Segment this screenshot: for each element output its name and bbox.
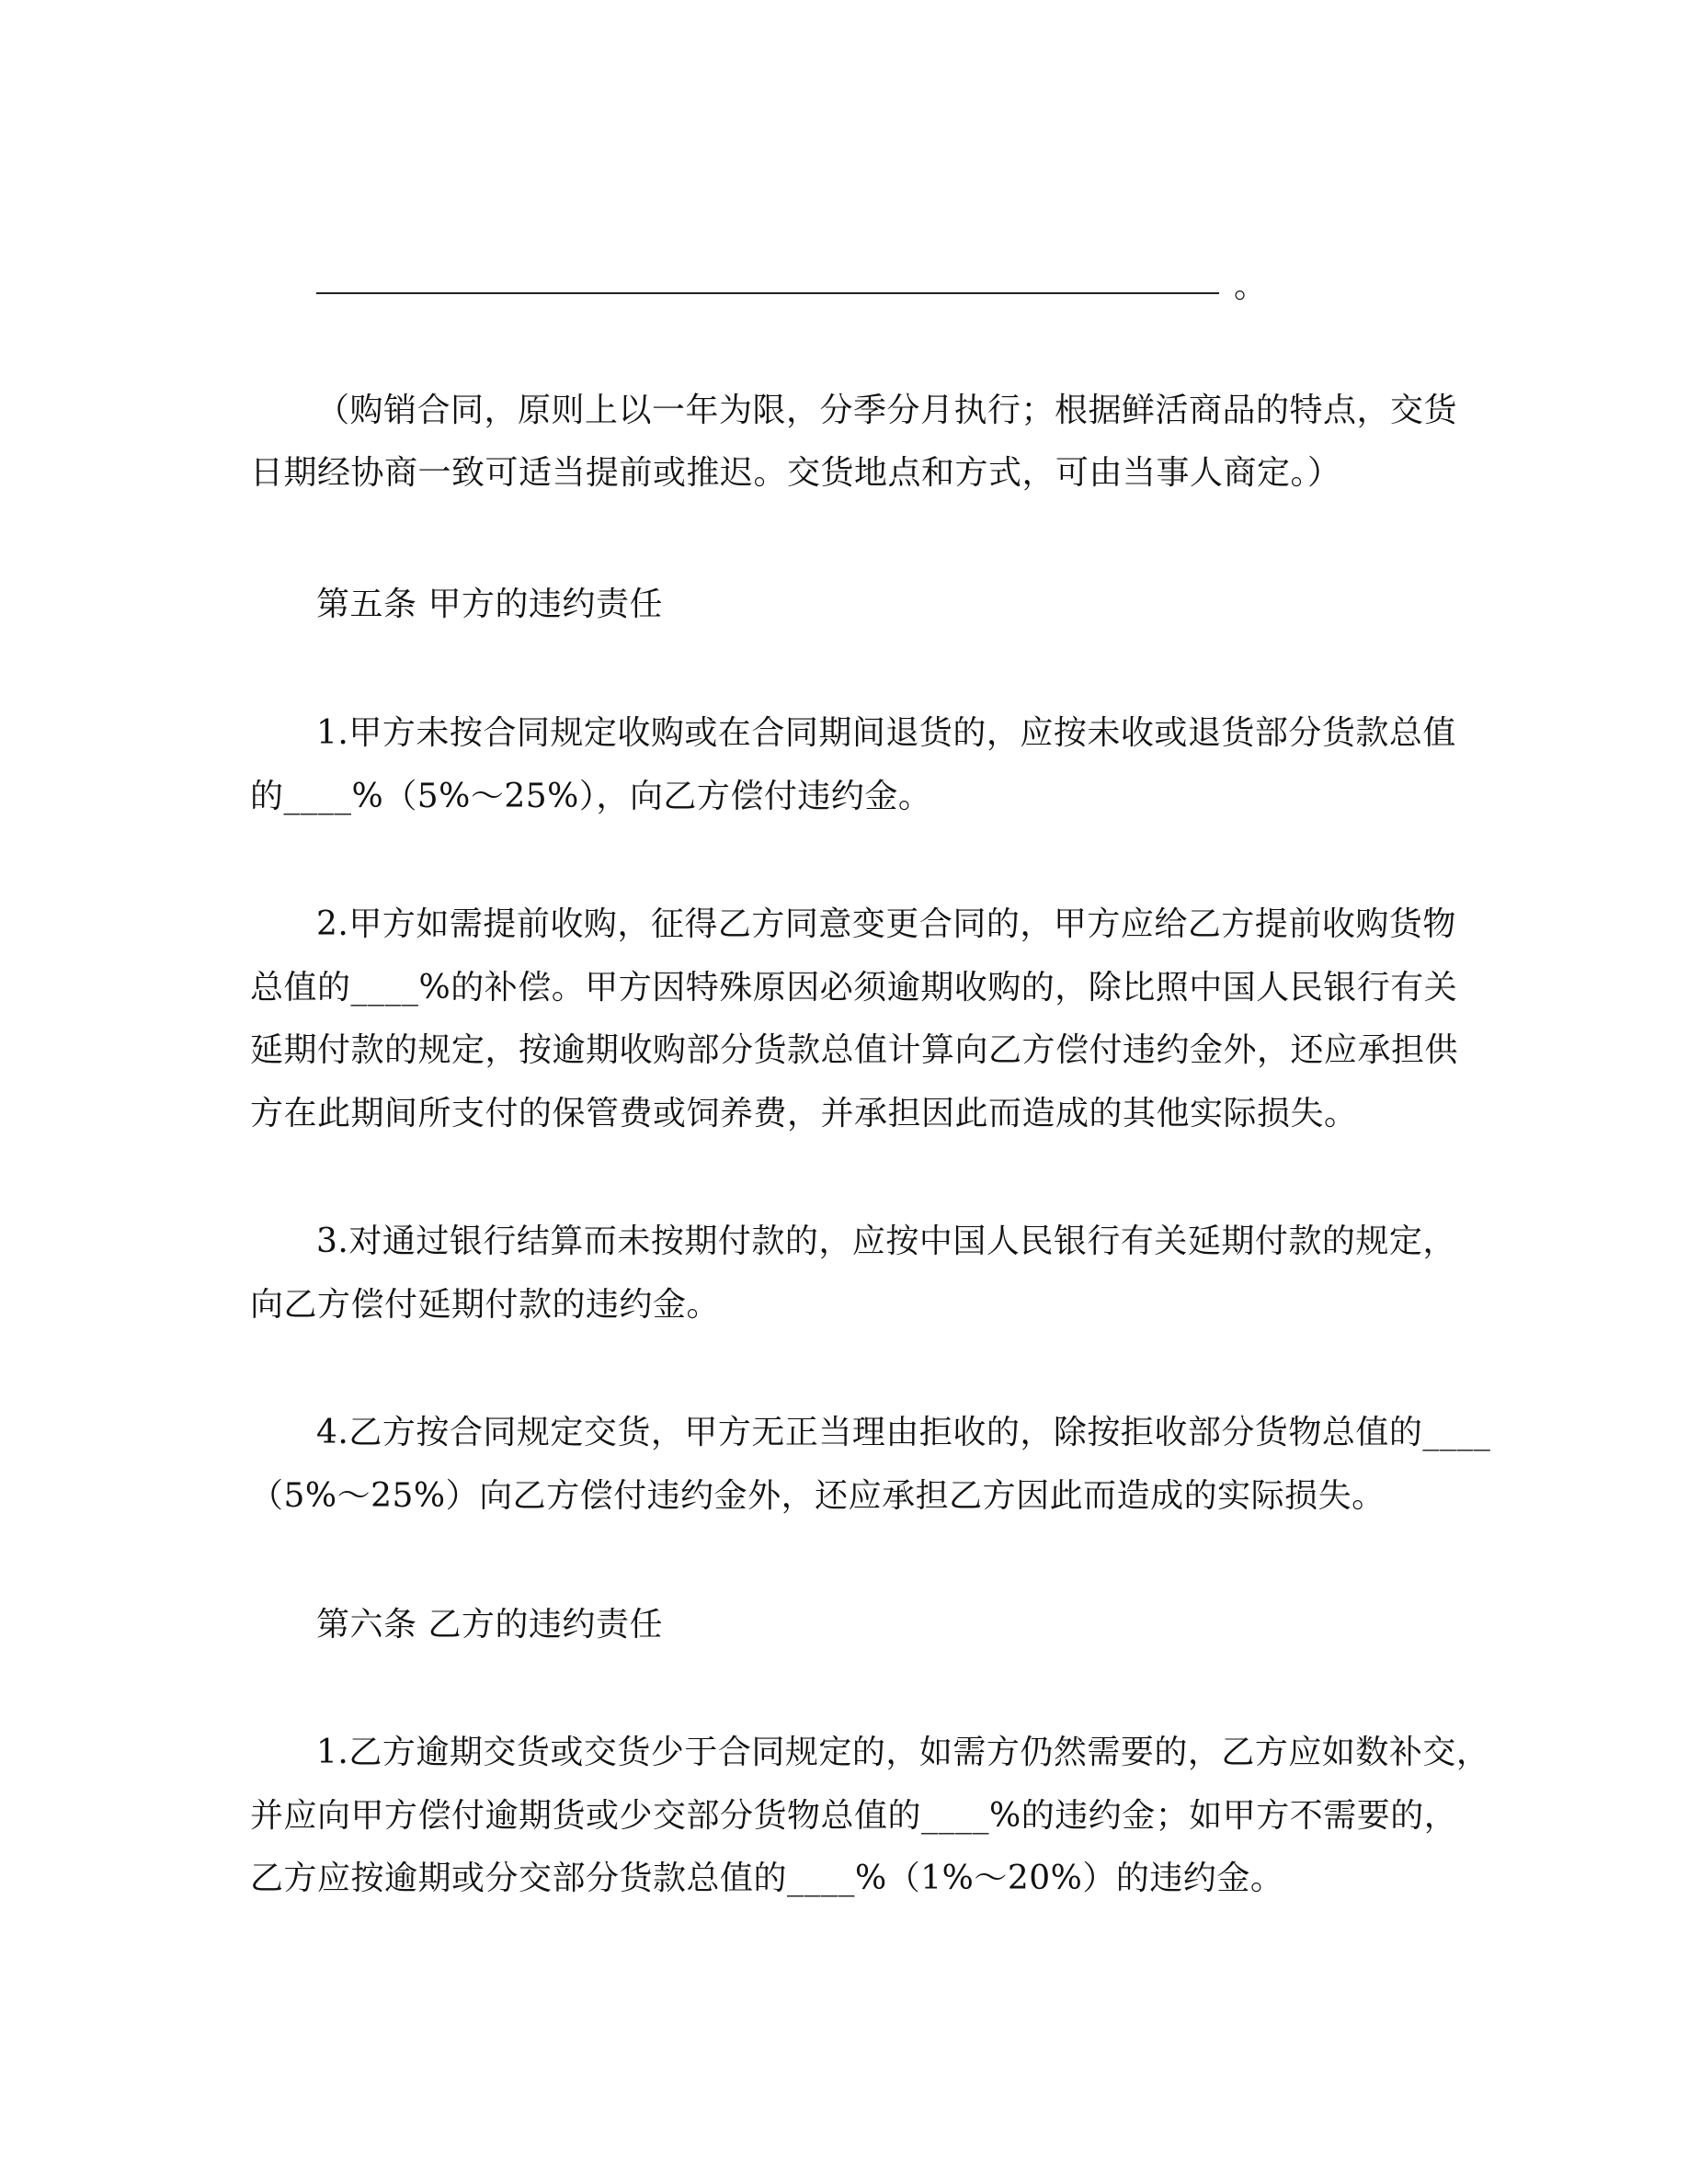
- article-5-clause-1-line-1: 1.甲方未按合同规定收购或在合同期间退货的，应按未收或退货部分货款总值: [316, 714, 1456, 752]
- article-5-clause-2-line-1: 2.甲方如需提前收购，征得乙方同意变更合同的，甲方应给乙方提前收购货物: [316, 905, 1456, 943]
- note-line-1: （购销合同，原则上以一年为限，分季分月执行；根据鲜活商品的特点，交货: [316, 392, 1458, 429]
- article-5-clause-2-line-4: 方在此期间所支付的保管费或饲养费，并承担因此而造成的其他实际损失。: [250, 1095, 1358, 1132]
- article-5-clause-3-line-2: 向乙方偿付延期付款的违约金。: [250, 1286, 721, 1324]
- article-5-clause-2-line-3: 延期付款的规定，按逾期收购部分货款总值计算向乙方偿付违约金外，还应承担供: [250, 1031, 1459, 1069]
- article-6-title: 第六条 乙方的违约责任: [316, 1606, 663, 1644]
- note-line-2: 日期经协商一致可适当提前或推迟。交货地点和方式，可由当事人商定。）: [250, 454, 1341, 492]
- article-6-clause-1-line-1: 1.乙方逾期交货或交货少于合同规定的，如需方仍然需要的，乙方应如数补交，: [316, 1734, 1490, 1771]
- fill-in-blank-line: [316, 292, 1219, 294]
- article-5-clause-4-line-1: 4.乙方按合同规定交货，甲方无正当理由拒收的，除按拒收部分货物总值的____: [316, 1414, 1491, 1451]
- article-5-clause-2-line-2: 总值的____%的补偿。甲方因特殊原因必须逾期收购的，除比照中国人民银行有关: [250, 969, 1458, 1007]
- article-5-title: 第五条 甲方的违约责任: [316, 586, 663, 623]
- article-6-clause-1-line-2: 并应向甲方偿付逾期货或少交部分货物总值的____%的违约金；如甲方不需要的，: [250, 1797, 1458, 1835]
- article-5-clause-3-line-1: 3.对通过银行结算而未按期付款的，应按中国人民银行有关延期付款的规定，: [316, 1223, 1456, 1260]
- fill-line-end-mark: 。: [1234, 267, 1268, 305]
- article-5-clause-1-line-2: 的____%（5%～25%），向乙方偿付违约金。: [250, 778, 932, 815]
- article-6-clause-1-line-3: 乙方应按逾期或分交部分货款总值的____%（1%～20%）的违约金。: [250, 1860, 1284, 1897]
- article-5-clause-4-line-2: （5%～25%）向乙方偿付违约金外，还应承担乙方因此而造成的实际损失。: [250, 1477, 1386, 1515]
